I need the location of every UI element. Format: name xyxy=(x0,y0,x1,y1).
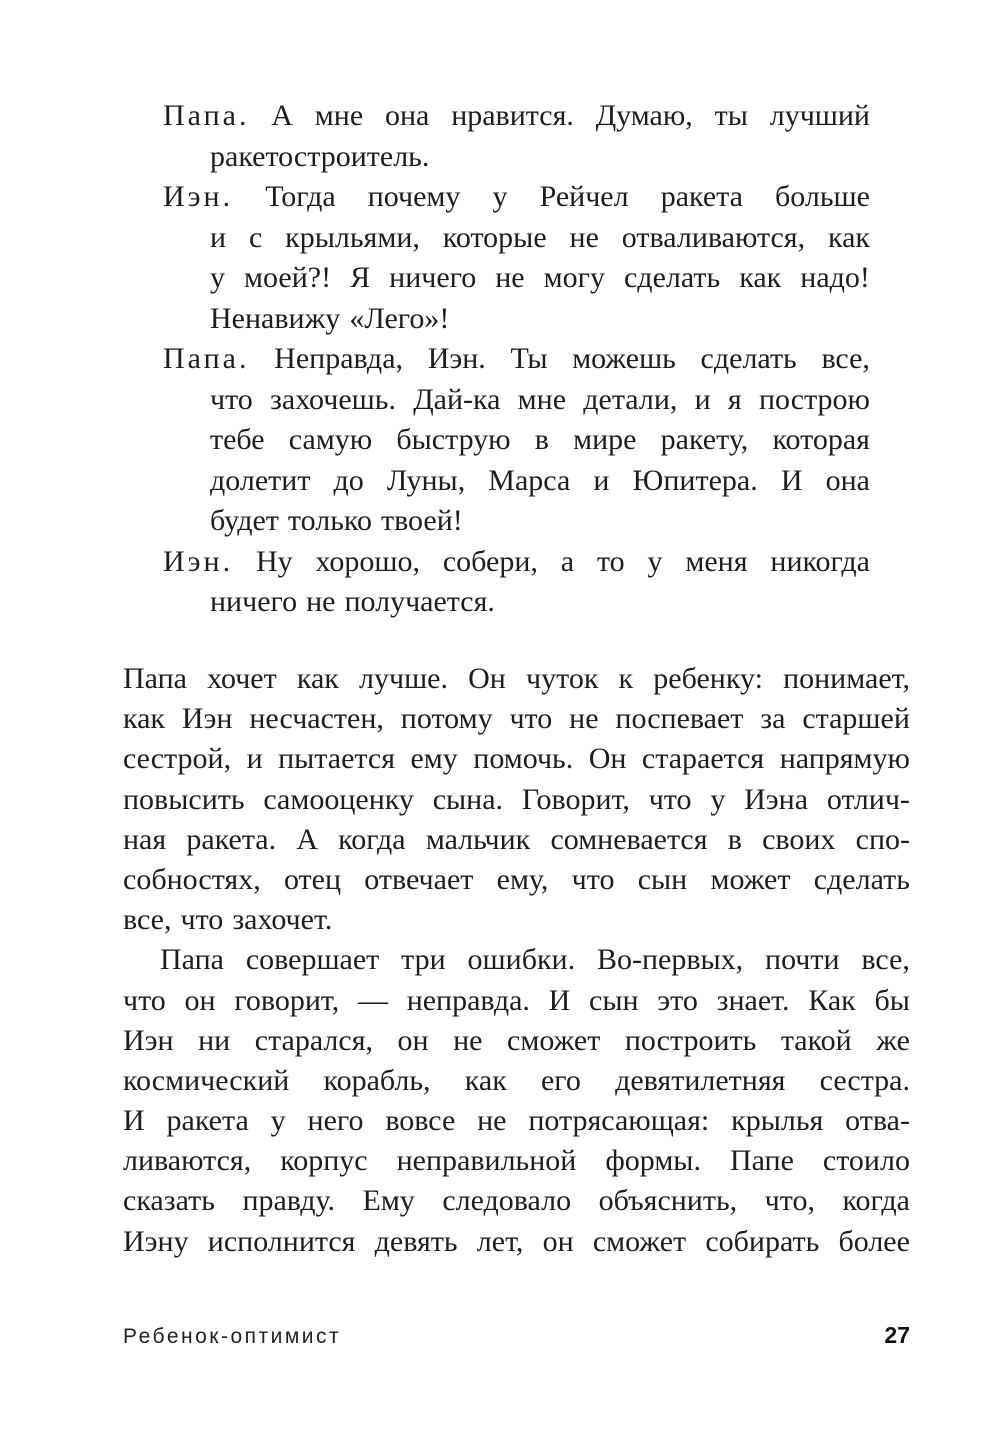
word: потому xyxy=(400,702,493,736)
word: «Лего»! xyxy=(349,301,450,335)
word: И xyxy=(123,1104,145,1138)
word: захочет. xyxy=(232,903,333,937)
dialogue-line xyxy=(163,501,870,542)
word: отлич- xyxy=(826,782,910,816)
word: ему xyxy=(410,742,458,776)
word: бы xyxy=(874,983,910,1017)
word: отваливаются, xyxy=(621,220,806,254)
word: надо! xyxy=(800,261,870,294)
word: крыльями, xyxy=(285,220,420,254)
word: будет xyxy=(210,504,279,537)
page-footer xyxy=(123,1322,910,1349)
word: правду. xyxy=(242,1184,335,1218)
word: более xyxy=(838,1224,910,1258)
word: и xyxy=(694,382,711,416)
word: собностях, xyxy=(123,862,261,896)
word: что xyxy=(648,782,692,816)
dialogue-line xyxy=(163,218,870,259)
word: ошибки. xyxy=(467,943,576,977)
word: она xyxy=(384,99,430,132)
word: что xyxy=(509,702,553,736)
word: Он xyxy=(468,662,506,695)
word: что xyxy=(180,903,224,937)
paragraph-line xyxy=(123,1061,910,1101)
word: моей?! xyxy=(244,261,332,294)
word: отец xyxy=(283,862,342,896)
word: больше xyxy=(775,180,870,213)
word: корабль, xyxy=(323,1063,431,1097)
word: которые xyxy=(442,220,547,254)
paragraph-line xyxy=(123,820,910,860)
word: у xyxy=(492,180,508,213)
word: Иэну xyxy=(123,1224,189,1258)
word: неправильной xyxy=(396,1144,577,1178)
word: вовсе xyxy=(385,1104,456,1138)
dialogue-line xyxy=(163,299,870,340)
word: И xyxy=(780,463,803,497)
word: напрямую xyxy=(779,742,910,776)
word: и xyxy=(593,463,610,497)
word: потрясающая: xyxy=(528,1104,710,1138)
word: ничего xyxy=(210,585,298,618)
prose-block xyxy=(123,659,910,1262)
word: А xyxy=(271,99,293,132)
speaker-name: Иэн. xyxy=(163,544,234,578)
word: него xyxy=(307,1104,364,1138)
word: понимает, xyxy=(783,662,910,695)
dialogue-line xyxy=(163,137,870,178)
word: мне xyxy=(314,99,364,132)
word: что xyxy=(123,983,166,1017)
word: и xyxy=(246,742,263,776)
word: сына. xyxy=(432,782,504,816)
word: Неправда, xyxy=(274,342,404,375)
word: в xyxy=(727,822,742,856)
word: у xyxy=(270,1104,286,1138)
word: я xyxy=(727,382,742,416)
word: стоило xyxy=(822,1144,910,1178)
word: же xyxy=(876,1023,910,1057)
word: она xyxy=(825,463,870,497)
word: мире xyxy=(573,423,637,456)
word: только xyxy=(287,504,372,537)
word: как xyxy=(827,220,870,254)
word: не xyxy=(477,1104,507,1138)
word: почти xyxy=(765,943,840,977)
word: детали, xyxy=(583,382,678,416)
word: отва- xyxy=(845,1104,910,1138)
word: ребенку: xyxy=(653,662,763,695)
word: девятилетняя xyxy=(615,1063,786,1097)
word: у xyxy=(710,782,726,816)
word: Луны, xyxy=(386,463,466,497)
word: своих xyxy=(762,822,836,856)
dialogue-line xyxy=(163,542,870,583)
word: Как xyxy=(808,983,856,1017)
word: как xyxy=(123,702,166,736)
word: у xyxy=(647,544,663,578)
word: собери, xyxy=(442,544,538,578)
word: построить xyxy=(624,1023,757,1057)
word: Папа xyxy=(123,662,187,695)
paragraph-line xyxy=(123,1101,910,1141)
word: Я xyxy=(350,261,371,294)
word: Ненавижу xyxy=(210,301,341,335)
word: ничего xyxy=(389,261,477,294)
word: все, xyxy=(821,342,870,375)
paragraph-line xyxy=(123,1222,910,1262)
word: формы. xyxy=(605,1144,701,1178)
word: сможет xyxy=(592,1224,687,1258)
word: поспевает xyxy=(615,702,744,736)
word: он xyxy=(184,983,216,1017)
word: у xyxy=(210,261,225,294)
word: пытается xyxy=(278,742,396,776)
word: сын xyxy=(589,983,639,1017)
word: все, xyxy=(861,943,910,977)
word: собирать xyxy=(705,1224,820,1258)
word: построю xyxy=(758,382,870,416)
word: Во-первых, xyxy=(596,943,744,977)
paragraph-line xyxy=(123,1181,910,1221)
word: Ему xyxy=(362,1184,415,1218)
word: говорит, xyxy=(234,983,340,1017)
word: Тогда xyxy=(265,180,336,213)
dialogue-line xyxy=(163,420,870,461)
word: ракета xyxy=(660,180,743,213)
word: которая xyxy=(772,423,870,456)
word: не xyxy=(453,1023,483,1057)
paragraph-line xyxy=(123,981,910,1021)
word: что, xyxy=(764,1184,815,1218)
word: не xyxy=(569,220,599,254)
word: ливаются, xyxy=(123,1144,252,1178)
dialogue-line xyxy=(163,461,870,502)
word: сестрой, xyxy=(123,742,232,776)
word: когда xyxy=(842,1184,910,1218)
word: девять xyxy=(374,1224,458,1258)
dialogue-line xyxy=(163,177,870,218)
word: такой xyxy=(780,1023,852,1057)
word: не xyxy=(495,261,525,294)
word: все, xyxy=(123,903,172,937)
word: Дай-ка xyxy=(413,382,501,416)
word: А xyxy=(296,822,318,856)
word: неправда. xyxy=(406,983,530,1017)
word: И xyxy=(548,983,571,1017)
word: ему, xyxy=(496,862,549,896)
paragraph-line xyxy=(123,940,910,980)
word: — xyxy=(357,983,388,1017)
word: ты xyxy=(714,99,748,132)
word: Марса xyxy=(488,463,571,497)
page-number: 27 xyxy=(884,1322,910,1348)
word: мне xyxy=(517,382,567,416)
word: хочет xyxy=(207,662,277,695)
dialogue-line xyxy=(163,96,870,137)
dialogue-line xyxy=(163,582,870,623)
word: Говорит, xyxy=(521,782,630,816)
word: почему xyxy=(367,180,461,213)
word: Иэн. xyxy=(427,342,486,375)
word: что xyxy=(210,382,253,416)
word: Иэн xyxy=(181,702,233,736)
word: можешь xyxy=(572,342,676,375)
word: чуток xyxy=(526,662,599,695)
paragraph-line xyxy=(123,780,910,820)
word: космический xyxy=(123,1063,290,1097)
word: он xyxy=(397,1023,429,1057)
word: лучший xyxy=(769,99,870,132)
word: сможет xyxy=(507,1023,601,1057)
dialogue-block xyxy=(163,96,870,623)
word: тебе xyxy=(210,423,265,456)
word: и xyxy=(210,220,227,254)
word: меня xyxy=(685,544,748,578)
word: помочь. xyxy=(473,742,574,776)
paragraph-line xyxy=(123,739,910,779)
speaker-name: Папа. xyxy=(163,99,250,132)
word: что xyxy=(571,862,615,896)
word: Думаю, xyxy=(595,99,693,132)
word: мальчик xyxy=(425,822,531,856)
word: знает. xyxy=(716,983,790,1017)
word: старается xyxy=(641,742,765,776)
word: Он xyxy=(588,742,627,776)
word: старшей xyxy=(802,702,910,736)
word: то xyxy=(596,544,625,578)
word: получается. xyxy=(344,585,495,618)
word: исполнится xyxy=(207,1224,356,1258)
word: сомневается xyxy=(550,822,708,856)
word: хорошо, xyxy=(315,544,420,578)
word: в xyxy=(534,423,549,456)
word: лучше. xyxy=(359,662,448,695)
word: ная xyxy=(123,822,167,856)
dialogue-line xyxy=(163,339,870,380)
word: а xyxy=(560,544,575,578)
dialogue-line xyxy=(163,258,870,299)
word: Иэна xyxy=(744,782,809,816)
word: может xyxy=(710,862,791,896)
word: Папа xyxy=(160,943,224,977)
word: его xyxy=(540,1063,581,1097)
word: сделать xyxy=(813,862,910,896)
word: отвечает xyxy=(364,862,474,896)
word: повысить xyxy=(123,782,245,816)
word: как xyxy=(464,1063,507,1097)
word: не xyxy=(569,702,599,736)
word: Ты xyxy=(510,342,548,375)
word: за xyxy=(760,702,786,736)
word: ракета xyxy=(166,1104,249,1138)
paragraph-line xyxy=(123,659,910,699)
paragraph-line xyxy=(123,1141,910,1181)
word: до xyxy=(333,463,364,497)
word: не xyxy=(306,585,336,618)
word: самооценку xyxy=(263,782,414,816)
word: захочешь. xyxy=(270,382,396,416)
word: к xyxy=(618,662,634,695)
word: крылья xyxy=(731,1104,824,1138)
word: спо- xyxy=(855,822,910,856)
running-title: Ребенок-оптимист xyxy=(123,1325,342,1348)
word: Ну xyxy=(255,544,293,578)
word: Рейчел xyxy=(539,180,629,213)
word: сделать xyxy=(700,342,797,375)
word: ракетостроитель. xyxy=(210,139,430,173)
word: как xyxy=(296,662,339,695)
word: никогда xyxy=(770,544,870,578)
word: самую xyxy=(288,423,373,456)
paragraph-line xyxy=(123,699,910,739)
word: Иэн xyxy=(123,1023,174,1057)
speaker-name: Иэн. xyxy=(163,180,234,213)
word: объяснить, xyxy=(598,1184,738,1218)
word: быструю xyxy=(396,423,511,456)
paragraph-line xyxy=(123,900,910,940)
paragraph-line xyxy=(123,1021,910,1061)
word: сестра. xyxy=(819,1063,910,1097)
paragraph-line xyxy=(123,860,910,900)
word: лет, xyxy=(476,1224,524,1258)
word: долетит xyxy=(210,463,311,497)
word: три xyxy=(401,943,446,977)
word: могу xyxy=(543,261,605,294)
word: Юпитера. xyxy=(632,463,758,497)
word: как xyxy=(739,261,782,294)
word: Папе xyxy=(729,1144,794,1178)
word: ни xyxy=(198,1023,231,1057)
word: сын xyxy=(637,862,688,896)
word: он xyxy=(542,1224,574,1258)
word: ракету, xyxy=(660,423,749,456)
word: старался, xyxy=(254,1023,374,1057)
word: с xyxy=(248,220,263,254)
word: сказать xyxy=(123,1184,215,1218)
dialogue-line xyxy=(163,380,870,421)
speaker-name: Папа. xyxy=(163,342,250,375)
word: корпус xyxy=(280,1144,368,1178)
word: ракета. xyxy=(186,822,277,856)
word: несчастен, xyxy=(249,702,384,736)
word: сделать xyxy=(623,261,721,294)
word: когда xyxy=(338,822,406,856)
word: совершает xyxy=(245,943,380,977)
word: следовало xyxy=(442,1184,572,1218)
word: твоей! xyxy=(380,504,463,537)
word: это xyxy=(657,983,698,1017)
word: нравится. xyxy=(451,99,574,132)
